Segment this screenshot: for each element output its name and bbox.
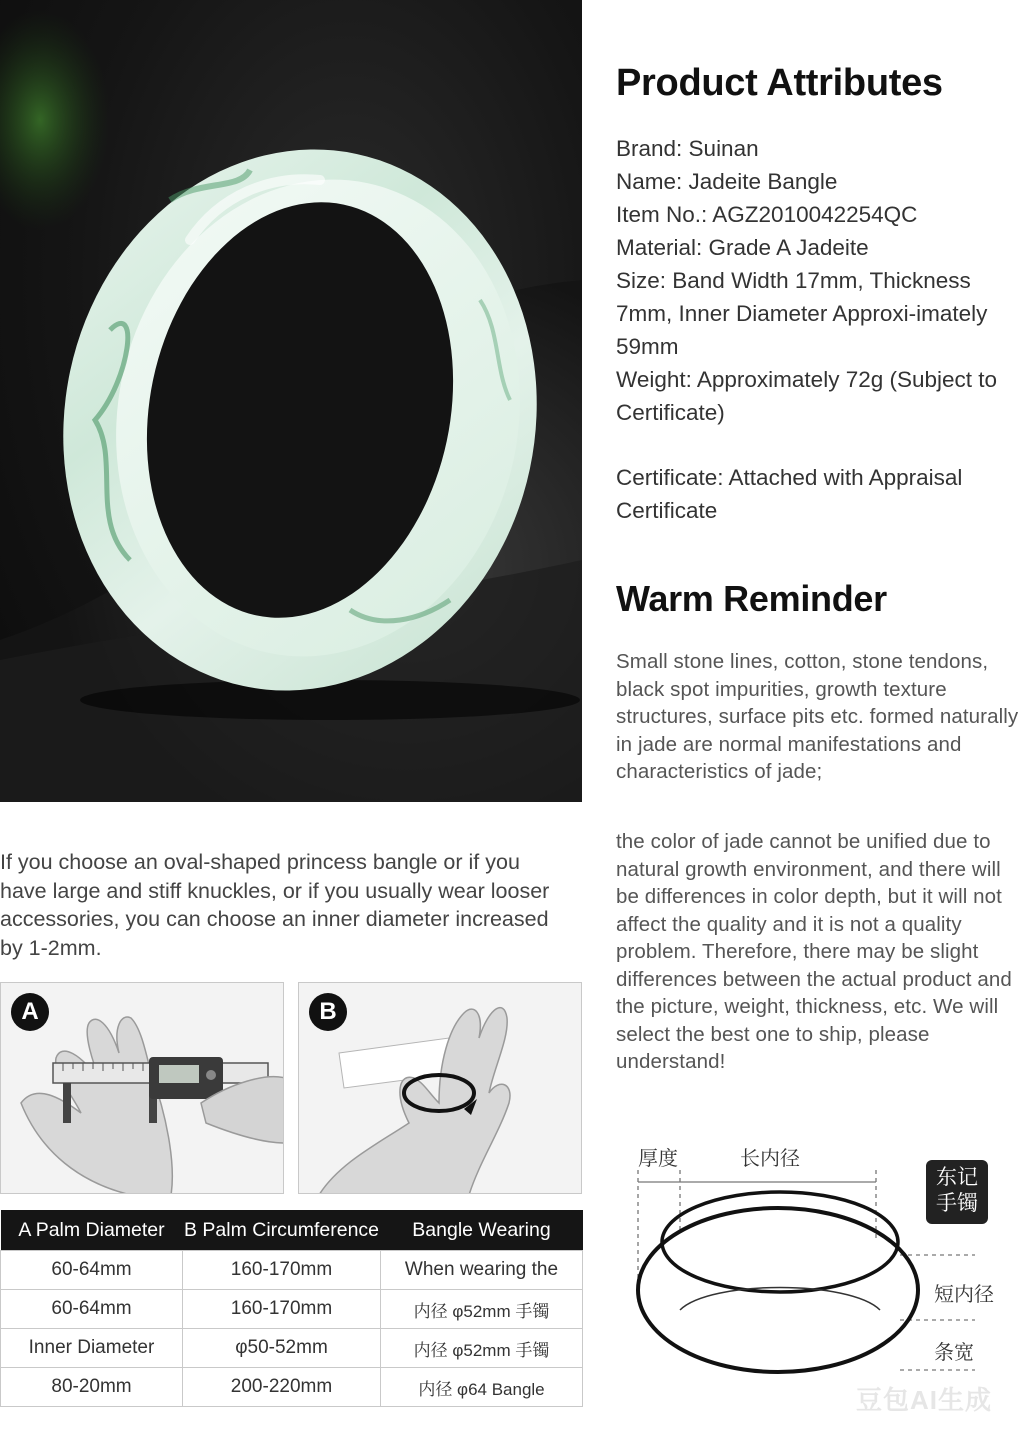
attr-brand: Brand: Suinan [616, 136, 759, 161]
logo-line-1: 东记 [936, 1166, 978, 1189]
table-cell: 内径 φ64 Bangle [381, 1368, 583, 1407]
attr-certificate: Certificate: Attached with Appraisal Certificate [616, 465, 963, 523]
attributes-title: Product Attributes [616, 62, 943, 104]
table-row [1, 1251, 583, 1290]
label-band-width: 条宽 [934, 1342, 974, 1364]
table-cell: 内径 φ52mm 手镯 [381, 1329, 583, 1368]
attr-item-no: Item No.: AGZ2010042254QC [616, 202, 918, 227]
label-thickness: 厚度 [638, 1148, 678, 1170]
size-table-header [1, 1210, 583, 1251]
table-row [1, 1329, 583, 1368]
badge-b: B [309, 993, 347, 1031]
reminder-text-1: Small stone lines, cotton, stone tendons, black spot impurities, growth texture structures, surface pits etc. formed naturally in jade are normal manifestations and characteristics of jade; [616, 650, 1019, 783]
attr-weight: Weight: Approximately 72g (Subject to Certificate) [616, 367, 998, 425]
attributes-list [616, 132, 1006, 527]
label-long-inner-diameter: 长内径 [740, 1148, 800, 1170]
table-cell: 160-170mm [183, 1290, 381, 1329]
table-cell: 200-220mm [183, 1368, 381, 1407]
header-palm-circumference: B Palm Circumference [183, 1210, 381, 1251]
table-row [1, 1290, 583, 1329]
ai-watermark: 豆包AI生成 [856, 1385, 993, 1415]
panel-a-caliper [0, 982, 284, 1194]
attr-name: Name: Jadeite Bangle [616, 169, 838, 194]
product-photo [0, 0, 582, 802]
header-palm-diameter: A Palm Diameter [1, 1210, 183, 1251]
panel-b-tape [298, 982, 582, 1194]
table-cell: 内径 φ52mm 手镯 [381, 1290, 583, 1329]
table-cell: When wearing the [381, 1251, 583, 1290]
header-bangle-wearing: Bangle Wearing [381, 1210, 583, 1251]
logo-line-2: 手镯 [936, 1192, 978, 1215]
reminder-text-2: the color of jade cannot be unified due to natural growth environment, and there will be differences in color depth, but it will not affect the quality and it is not a quality problem. Therefore, there may be slight differences between the actual product and the picture, weight, thickness, etc. We will select the best one to ship, please understand! [616, 830, 1012, 1073]
table-row [1, 1368, 583, 1407]
brand-logo [926, 1160, 988, 1224]
badge-a: A [11, 993, 49, 1031]
reminder-paragraph-2 [616, 828, 1021, 1076]
attr-material: Material: Grade A Jadeite [616, 235, 869, 260]
size-note: If you choose an oval-shaped princess bangle or if you have large and stiff knuckles, or if you usually wear looser accessories, you can choose an inner diameter increased by 1-2mm. [0, 850, 550, 960]
jade-bangle-image [0, 0, 582, 802]
table-cell: 60-64mm [1, 1290, 183, 1329]
table-cell: Inner Diameter [1, 1329, 183, 1368]
table-cell: 160-170mm [183, 1251, 381, 1290]
attr-size: Size: Band Width 17mm, Thickness 7mm, Inner Diameter Approxi-imately 59mm [616, 268, 988, 359]
label-short-inner-diameter: 短内径 [934, 1284, 994, 1306]
reminder-paragraph-1 [616, 648, 1021, 786]
table-cell: 60-64mm [1, 1251, 183, 1290]
reminder-title: Warm Reminder [616, 578, 887, 619]
table-cell: φ50-52mm [183, 1329, 381, 1368]
table-cell: 80-20mm [1, 1368, 183, 1407]
size-table [0, 1210, 583, 1407]
